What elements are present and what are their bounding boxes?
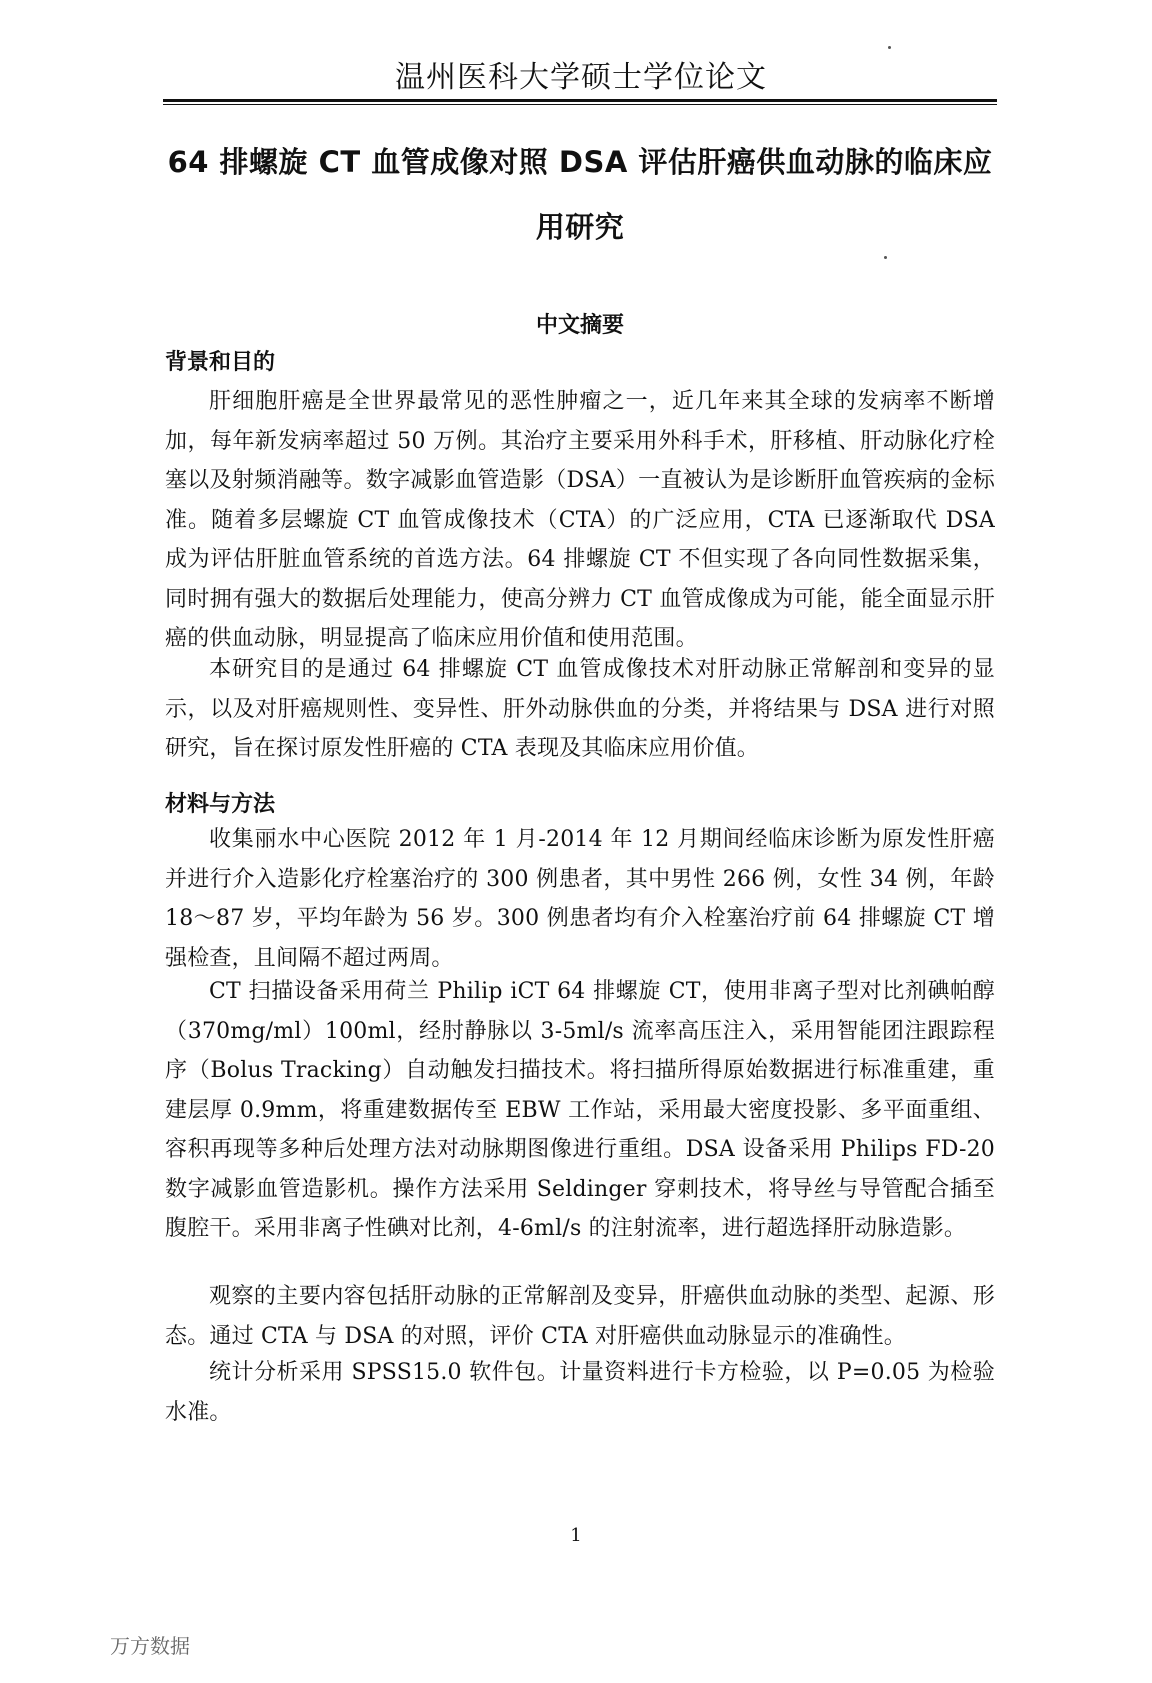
paragraph: 本研究目的是通过 64 排螺旋 CT 血管成像技术对肝动脉正常解剖和变异的显示，以及对肝癌规则性、变异性、肝外动脉供血的分类，并将结果与 DSA 进行对照研究，旨在探讨原发性肝癌的 CTA 表现及其临床应用价值。 — [165, 657, 995, 761]
header-rule-thin — [163, 104, 997, 105]
paragraph: 肝细胞肝癌是全世界最常见的恶性肿瘤之一，近几年来其全球的发病率不断增加，每年新发病率超过 50 万例。其治疗主要采用外科手术，肝移植、肝动脉化疗栓塞以及射频消融等。数字减影血管造影（DSA）一直被认为是诊断肝血管疾病的金标准。随着多层螺旋 CT 血管成像技术（CTA）的广泛应用，CTA 已逐渐取代 DSA 成为评估肝脏血管系统的首选方法。64 排螺旋 CT 不但实现了各向同性数据采集，同时拥有强大的数据后处理能力，使高分辨力 CT 血管成像成为可能，能全面显示肝癌的供血动脉，明显提高了临床应用价值和使用范围。 — [165, 389, 995, 651]
abstract-heading: 中文摘要 — [535, 313, 624, 338]
paper-title: 64 排螺旋 CT 血管成像对照 DSA 评估肝癌供血动脉的临床应用研究 — [167, 145, 993, 244]
running-header: 温州医科大学硕士学位论文 — [395, 60, 767, 95]
section-heading-background: 背景和目的 — [165, 350, 276, 375]
header-rule — [163, 99, 997, 102]
page-number: 1 — [570, 1525, 582, 1546]
watermark-logo: 万方数据 — [110, 1634, 190, 1658]
scan-speck — [888, 46, 891, 49]
paragraph: 统计分析采用 SPSS15.0 软件包。计量资料进行卡方检验，以 P=0.05 为检验水准。 — [165, 1360, 995, 1425]
paragraph: 观察的主要内容包括肝动脉的正常解剖及变异，肝癌供血动脉的类型、起源、形态。通过 CTA 与 DSA 的对照，评价 CTA 对肝癌供血动脉显示的准确性。 — [165, 1284, 995, 1349]
paragraph: 收集丽水中心医院 2012 年 1 月-2014 年 12 月期间经临床诊断为原发性肝癌并进行介入造影化疗栓塞治疗的 300 例患者，其中男性 266 例，女性 34 例，年龄 18～87 岁，平均年龄为 56 岁。300 例患者均有介入栓塞治疗前 64 排螺旋 CT 增强检查，且间隔不超过两周。 — [165, 827, 995, 971]
section-heading-methods: 材料与方法 — [165, 792, 276, 817]
paragraph: CT 扫描设备采用荷兰 Philip iCT 64 排螺旋 CT，使用非离子型对比剂碘帕醇（370mg/ml）100ml，经肘静脉以 3-5ml/s 流率高压注入，采用智能团注跟踪程序（Bolus Tracking）自动触发扫描技术。将扫描所得原始数据进行标准重建，重建层厚 0.9mm，将重建数据传至 EBW 工作站，采用最大密度投影、多平面重组、容积再现等多种后处理方法对动脉期图像进行重组。DSA 设备采用 Philips FD-20 数字减影血管造影机。操作方法采用 Seldinger 穿刺技术，将导丝与导管配合插至腹腔干。采用非离子性碘对比剂，4-6ml/s 的注射流率，进行超选择肝动脉造影。 — [165, 979, 995, 1241]
